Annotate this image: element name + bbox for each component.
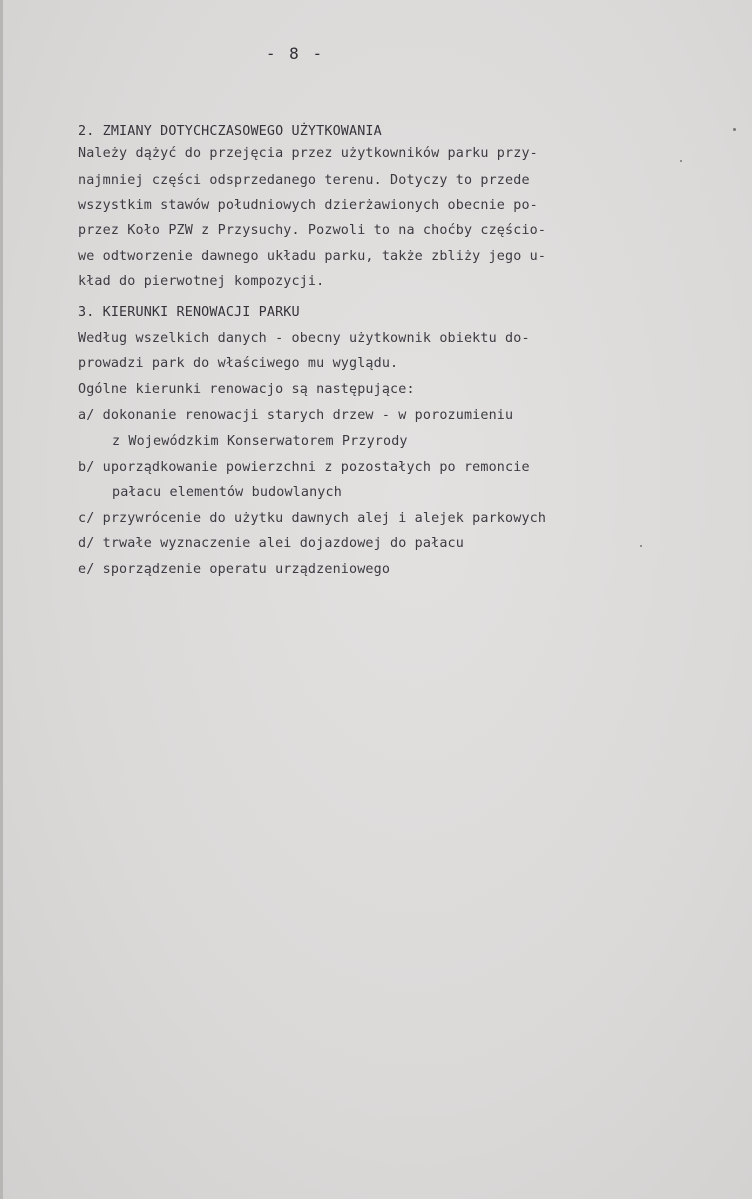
- list-item: a/ dokonanie renowacji starych drzew - w porozumieniu: [78, 408, 514, 423]
- section-2-line: przez Koło PZW z Przysuchy. Pozwoli to na choćby częścio-: [78, 223, 547, 238]
- list-item: d/ trwałe wyznaczenie alei dojazdowej do pałacu: [78, 536, 464, 551]
- list-item: b/ uporządkowanie powierzchni z pozostałych po remoncie: [78, 460, 530, 475]
- section-3-heading: 3. KIERUNKI RENOWACJI PARKU: [78, 305, 300, 320]
- section-3-line: prowadzi park do właściwego mu wyglądu.: [78, 356, 399, 371]
- section-2-line: kład do pierwotnej kompozycji.: [78, 274, 325, 289]
- section-3-line: Ogólne kierunki renowacjo są następujące:: [78, 382, 415, 397]
- list-item-continuation: pałacu elementów budowlanych: [112, 485, 342, 500]
- section-3-line: Według wszelkich danych - obecny użytkownik obiektu do-: [78, 331, 530, 346]
- scan-speck: [640, 545, 642, 547]
- scan-speck: [680, 160, 682, 162]
- list-item: c/ przywrócenie do użytku dawnych alej i alejek parkowych: [78, 511, 547, 526]
- list-item-continuation: z Wojewódzkim Konserwatorem Przyrody: [112, 434, 408, 449]
- section-2-line: najmniej części odsprzedanego terenu. Dotyczy to przede: [78, 173, 530, 188]
- scan-speck: [733, 128, 736, 131]
- section-2-heading: 2. ZMIANY DOTYCHCZASOWEGO UŻYTKOWANIA: [78, 124, 382, 139]
- page-edge-shadow: [0, 0, 3, 1199]
- section-2-line: Należy dążyć do przejęcia przez użytkowników parku przy-: [78, 146, 538, 161]
- section-2-line: wszystkim stawów południowych dzierżawionych obecnie po-: [78, 198, 538, 213]
- page-number: - 8 -: [265, 44, 325, 63]
- list-item: e/ sporządzenie operatu urządzeniowego: [78, 562, 391, 577]
- section-2-line: we odtworzenie dawnego układu parku, także zbliży jego u-: [78, 249, 547, 264]
